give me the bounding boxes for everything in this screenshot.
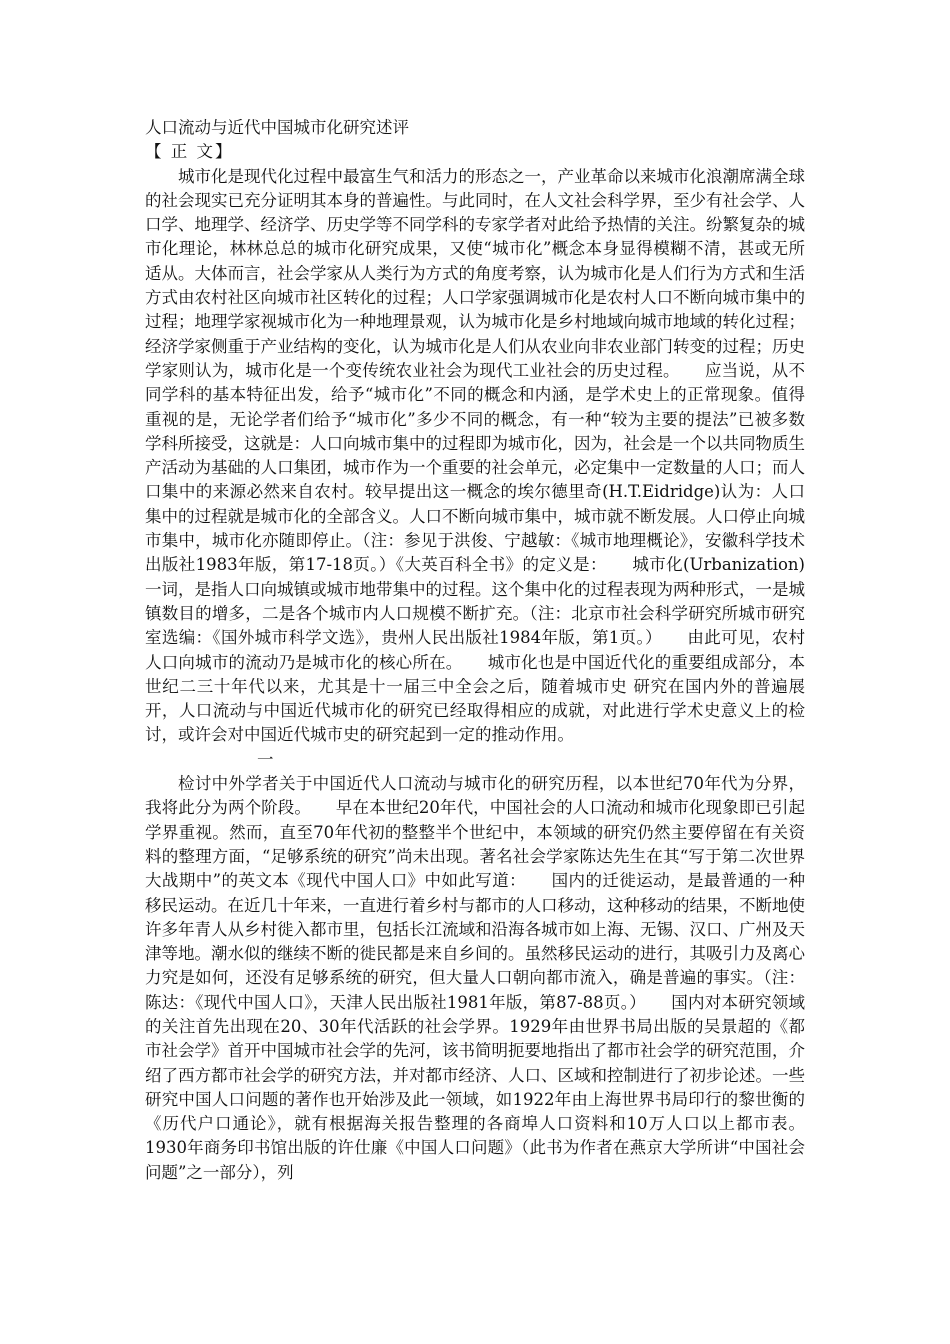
body-label: 【 正 文】 — [145, 142, 234, 162]
section-number-one: 一 — [257, 749, 274, 769]
document-title: 人口流动与近代中国城市化研究述评 — [145, 118, 409, 137]
paragraph-section-one: 检讨中外学者关于中国近代人口流动与城市化的研究历程，以本世纪70年代为分界，我将此分为两个阶段。 早在本世纪20年代，中国社会的人口流动和城市化现象即已引起学界重视。然而，直至70年代初的整整半个世纪中，本领域的研究仍然主要停留在有关资料的整理方面，“足够系统的研究”尚未出现。著名社会学家陈达先生在其“写于第二次世界大战期中”的英文本《现代中国人口》中如此写道： 国内的迁徙运动，是最普通的一种移民运动。在近几十年来，一直进行着乡村与都市的人口移动，这种移动的结果，不断地使许多年青人从乡村徙入都市里，包括长江流域和沿海各城市如上海、无锡、汉口、广州及天津等地。潮水似的继续不断的徙民都是来自乡间的。虽然移民运动的进行，其吸引力及离心力究是如何，还没有足够系统的研究，但大量人口朝向都市流入，确是普遍的事实。（注：陈达：《现代中国人口》，天津人民出版社1981年版，第87-88页。） 国内对本研究领域的关注首先出现在20、30年代活跃的社会学界。1929年由世界书局出版的吴景超的《都市社会学》首开中国城市社会学的先河，该书简明扼要地指出了都市社会学的研究范围，介绍了西方都市社会学的研究方法，并对都市经济、人口、区域和控制进行了初步论述。一些研究中国人口问题的著作也开始涉及此一领域，如1922年由上海世界书局印行的黎世衡的《历代户口通论》，就有根据海关报告整理的各商埠人口资料和10万人口以上都市表。1930年商务印书馆出版的许仕廉《中国人口问题》（此书为作者在燕京大学所讲“中国社会问题”之一部分），列 — [145, 774, 805, 1182]
paragraph-intro: 城市化是现代化过程中最富生气和活力的形态之一，产业革命以来城市化浪潮席满全球的社会现实已充分证明其本身的普遍性。与此同时，在人文社会科学界，至少有社会学、人口学、地理学、经济学、历史学等不同学科的专家学者对此给予热情的关注。纷繁复杂的城市化理论，林林总总的城市化研究成果，又使“城市化”概念本身显得模糊不清，甚或无所适从。大体而言，社会学家从人类行为方式的角度考察，认为城市化是人们行为方式和生活方式由农村社区向城市社区转化的过程；人口学家强调城市化是农村人口不断向城市集中的过程；地理学家视城市化为一种地理景观，认为城市化是乡村地域向城市地域的转化过程；经济学家侧重于产业结构的变化，认为城市化是人们从农业向非农业部门转变的过程；历史学家则认为，城市化是一个变传统农业社会为现代工业社会的历史过程。 应当说，从不同学科的基本特征出发，给予“城市化”不同的概念和内涵，是学术史上的正常现象。值得重视的是，无论学者们给予“城市化”多少不同的概念，有一种“较为主要的提法”已被多数学科所接受，这就是：人口向城市集中的过程即为城市化，因为，社会是一个以共同物质生产活动为基础的人口集团，城市作为一个重要的社会单元，必定集中一定数量的人口；而人口集中的来源必然来自农村。较早提出这一概念的埃尔德里奇(H.T.Eidridge)认为：人口集中的过程就是城市化的全部含义。人口不断向城市集中，城市就不断发展。人口停止向城市集中，城市化亦随即停止。（注：参见于洪俊、宁越敏：《城市地理概论》，安徽科学技术出版社1983年版，第17-18页。）《大英百科全书》的定义是： 城市化(Urbanization)一词，是指人口向城镇或城市地带集中的过程。这个集中化的过程表现为两种形式，一是城镇数目的增多，二是各个城市内人口规模不断扩充。（注：北京市社会科学研究所城市研究室选编：《国外城市科学文选》，贵州人民出版社1984年版，第1页。） 由此可见，农村人口向城市的流动乃是城市化的核心所在。 城市化也是中国近代化的重要组成部分，本世纪二三十年代以来，尤其是十一届三中全会之后，随着城市史 研究在国内外的普遍展开，人口流动与中国近代城市化的研究已经取得相应的成就，对此进行学术史意义上的检讨，或许会对中国近代城市史的研究起到一定的推动作用。 — [145, 166, 805, 745]
document-page — [145, 116, 805, 1185]
